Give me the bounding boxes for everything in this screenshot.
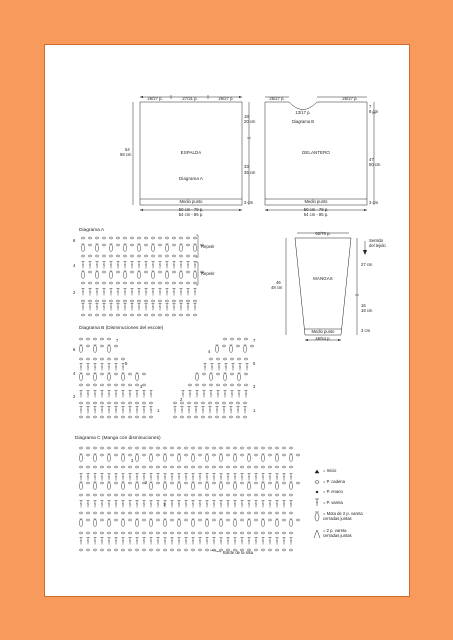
sleeve-mid-2: 18 cm	[361, 308, 373, 313]
front-width-2: 54 cm - 85 p.	[303, 212, 329, 217]
diagram-b-row-4: 4	[73, 371, 76, 376]
diagram-a-repeat-2: Repetir	[201, 271, 215, 276]
diagram-b-right-3: 3	[253, 384, 256, 389]
front-label: DELANTERO	[302, 150, 330, 155]
front-neck-depth-1: 7	[369, 104, 372, 109]
diagram-b-title: Diagrama B (Disminuciones del escote)	[79, 326, 164, 331]
back-top-right: 26/27 p.	[218, 96, 234, 101]
sleeve-upper-length: 27 cm	[361, 262, 373, 267]
back-label: ESPALDA	[180, 150, 202, 155]
diagram-b-row-2: 2	[73, 394, 76, 399]
sleeve-mid-1: 16	[361, 303, 366, 308]
legend-slip-stitch: = P. enano	[323, 489, 343, 494]
sleeve-height-2: 48 cm	[271, 285, 283, 290]
diagram-b-mid-3: 3	[140, 384, 143, 389]
legend-dc2tog-1: = 2 p. vareta	[323, 528, 347, 533]
front-neck-depth-2: 8 cm	[369, 109, 379, 114]
diagram-a-row-4: 4	[73, 263, 76, 268]
back-armhole-1: 18	[244, 114, 249, 119]
back-top-left: 26/27 p.	[147, 96, 163, 101]
front-band-height: 3 cm	[369, 200, 379, 205]
diagram-a-row-6: 6	[73, 238, 76, 243]
front-top-left: 26/27 p.	[269, 96, 285, 101]
sleeve-width: 46/54 p.	[315, 336, 331, 341]
back-height-2: 58 cm	[120, 152, 132, 157]
diagram-b-inner-2: 2	[180, 397, 183, 402]
front-height-2: 50 cm	[369, 162, 381, 167]
front-height-1: 47	[369, 157, 374, 162]
back-band: Medio punto	[179, 199, 203, 204]
chain-symbol	[315, 481, 319, 484]
front-band: Medio punto	[304, 199, 328, 204]
legend-dc2tog-2: cerradas juntas	[323, 533, 352, 538]
legend-double-crochet: = P. vareta	[323, 500, 343, 505]
diagram-a-repeat-1: Repetir	[201, 244, 215, 249]
pattern-page	[44, 44, 410, 597]
diagram-b-mid-1: 1	[157, 408, 160, 413]
legend-start: = Inicio	[323, 468, 337, 473]
diagram-a-row-2: 2	[73, 290, 76, 295]
front-neck: 13/17 p.	[295, 110, 311, 115]
diagram-c-mark-2: 2	[145, 480, 148, 485]
sleeve-label: MANGAS	[313, 276, 333, 281]
sleeve-direction-1: Sentido	[369, 238, 384, 243]
diagram-c-mark-3: 3	[131, 458, 134, 463]
diagram-c-title: Diagrama C (Manga con disminuciones)	[75, 436, 161, 441]
back-width-1: 50 cm - 79 p.	[178, 207, 204, 212]
sleeve-direction-2: del tejido	[369, 243, 386, 248]
diagram-b-right-5: 5	[253, 361, 256, 366]
diagram-b-inner-4: 4	[208, 349, 211, 354]
diagram-b-mid-7: 7	[116, 338, 119, 343]
legend-chain: = P. cadena	[323, 479, 345, 484]
back-body-1: 33	[244, 164, 249, 169]
sleeve-band-height: 3 cm	[361, 328, 371, 333]
slip-stitch-symbol	[316, 491, 318, 493]
legend-cluster-1: = Mota de 2 p. vareta	[323, 511, 363, 516]
start-symbol	[315, 470, 319, 473]
dc2tog-symbol	[314, 530, 320, 538]
back-height-1: 54	[125, 147, 130, 152]
back-top-mid: 27/31 p.	[182, 96, 198, 101]
back-body-2: 35 cm	[244, 170, 256, 175]
cluster-symbol	[315, 512, 319, 521]
back-width-2: 54 cm - 85 p.	[178, 212, 204, 217]
diagram-c-mark-1: 1	[163, 502, 166, 507]
back-band-height: 3 cm	[244, 200, 254, 205]
diagram-a-title: Diagrama A	[79, 228, 105, 233]
diagram-b-right-1: 1	[253, 408, 256, 413]
diagram-b-row-6: 6	[73, 347, 76, 352]
sleeve-band: Medio punto	[311, 329, 335, 334]
sleeve-height-1: 46	[276, 280, 281, 285]
diagram-b-right-7: 7	[253, 338, 256, 343]
back-armhole-2: 20 cm	[244, 119, 256, 124]
diagram-b-mid-5: 5	[125, 361, 128, 366]
front-sublabel: Diagrama B	[291, 119, 315, 124]
front-width-1: 50 cm - 79 p.	[303, 207, 329, 212]
diagram-c-edge-label: Borde de la sisa	[223, 550, 254, 555]
sleeve-top: 62/70 p.	[315, 231, 331, 236]
front-top-right: 26/27 p.	[342, 96, 358, 101]
double-crochet-symbol	[315, 499, 319, 506]
back-sublabel: Diagrama A	[179, 176, 203, 181]
legend-cluster-2: cerradas juntas	[323, 516, 352, 521]
